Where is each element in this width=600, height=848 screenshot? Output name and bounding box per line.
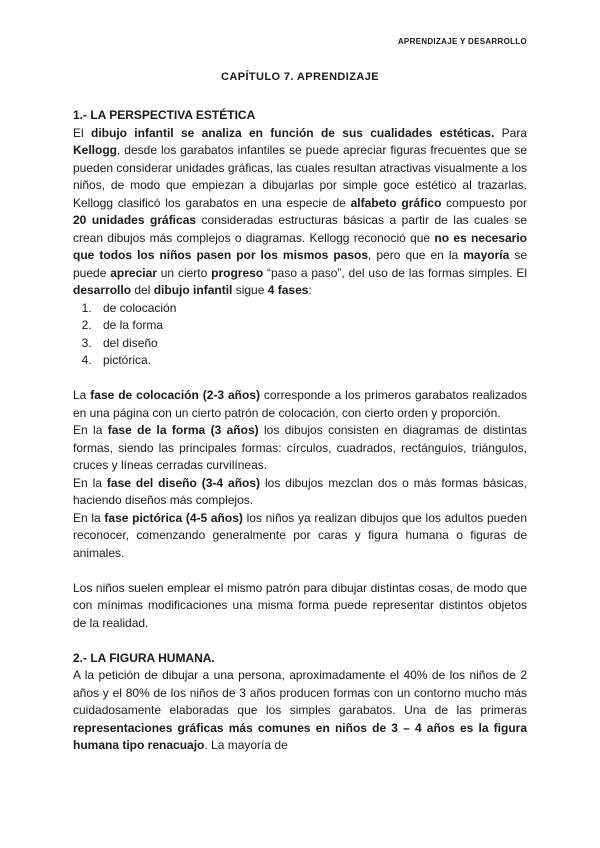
paragraph-placement-phase: La fase de colocación (2-3 años) corresponde a los primeros garabatos realizados en una página con un cierto patrón de colocación, con cierto orden y proporción. — [73, 388, 527, 420]
list-item: 3. del diseño — [95, 335, 527, 353]
page-content — [73, 107, 527, 755]
section-heading-aesthetic: 1.- LA PERSPECTIVA ESTÉTICA — [73, 108, 256, 122]
phases-list — [73, 300, 527, 370]
list-item: 2. de la forma — [95, 317, 527, 335]
paragraph-human-figure: A la petición de dibujar a una persona, aproximadamente el 40% de los niños de 2 años y el 80% de los niños de 3 años producen formas con un contorno mucho más cuidadosamente elaboradas que los simples garabatos. Una de las primeras representaciones gráficas más comunes en niños de 3 – 4 años es la figura humana tipo renacuajo. La mayoría de — [73, 668, 527, 752]
list-item: 4. pictórica. — [95, 352, 527, 370]
list-item: 1. de colocación — [95, 300, 527, 318]
chapter-title: CAPÍTULO 7. APRENDIZAJE — [221, 71, 379, 83]
paragraph-shape-phase: En la fase de la forma (3 años) los dibujos consisten en diagramas de distintas formas, siendo las principales formas: círculos, cuadrados, rectángulos, triángulos, cruces y líneas cerradas curvilíneas. — [73, 423, 527, 472]
running-header: APRENDIZAJE Y DESARROLLO — [397, 37, 527, 46]
paragraph-pictorial-phase: En la fase pictórica (4-5 años) los niños ya realizan dibujos que los adultos pueden reconocer, comenzando generalmente por caras y figura humana o figuras de animales. — [73, 510, 528, 560]
paragraph-intro: El dibujo infantil se analiza en función de sus cualidades estéticas. Para Kellogg, desde los garabatos infantiles se puede apreciar figuras frecuentes que se pueden considerar unidades gráficas, las cuales resultan atractivas visualmente a los niños, de modo que empiezan a dibujarlas por simple goce estético al trazarlas. Kellogg clasificó los garabatos en una especie de alfabeto gráfico compuesto por 20 unidades gráficas consideradas estructuras básicas a partir de las cuales se crean dibujos más complejos o diagramas. Kellogg reconoció que no es necesario que todos los niños pasen por los mismos pasos, pero que en la mayoría se puede apreciar un cierto progreso “paso a paso”, del uso de las formas simples. El desarrollo del dibujo infantil sigue 4 fases: — [73, 125, 528, 297]
paragraph-pattern: Los niños suelen emplear el mismo patrón para dibujar distintas cosas, de modo que con mínimas modificaciones una misma forma puede representar distintos objetos de la realidad. — [73, 580, 527, 630]
paragraph-design-phase: En la fase del diseño (3-4 años) los dibujos mezclan dos o más formas básicas, haciendo diseños más complejos. — [73, 475, 528, 507]
section-heading-human-figure: 2.- LA FIGURA HUMANA. — [73, 650, 215, 665]
